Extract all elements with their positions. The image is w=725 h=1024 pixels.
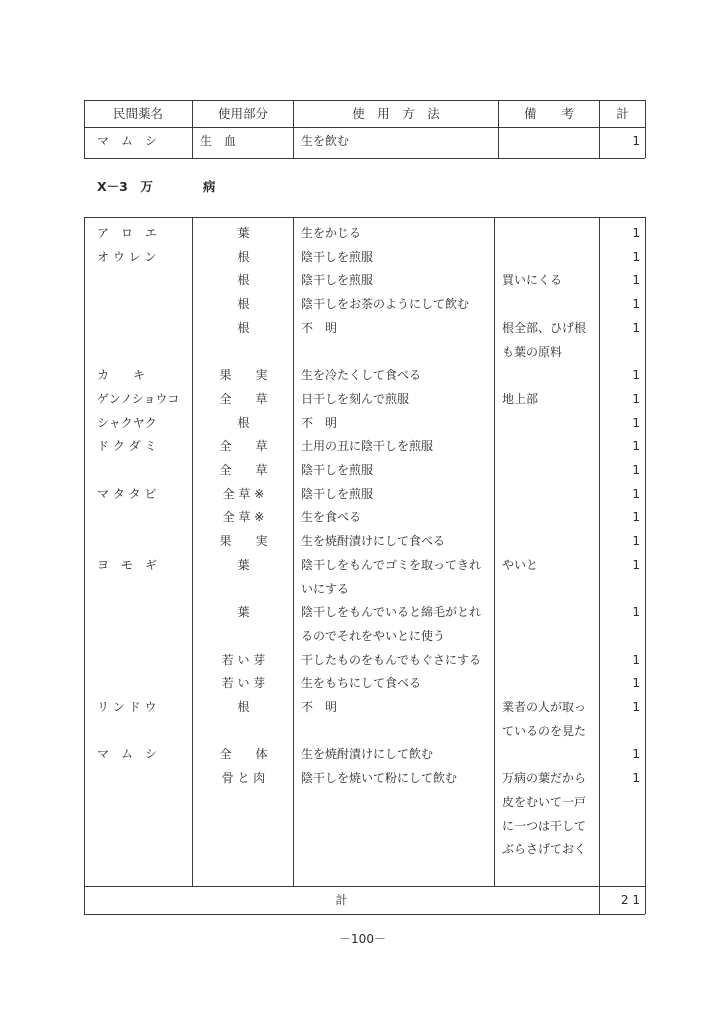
top-table-border-bottom	[84, 158, 645, 159]
main-table-col-line	[494, 217, 495, 886]
row-method: 生をかじる	[301, 226, 362, 240]
row-method: 陰干しをもんでいると綿毛がとれ	[301, 605, 482, 619]
row-method: 陰干しを焼いて粉にして飲む	[301, 771, 458, 785]
row-part: 果 実	[219, 368, 268, 382]
row-method: 生を焼酎漬けにして食べる	[301, 534, 446, 548]
row-part: 若 い 芽	[221, 653, 266, 667]
row-name: オ ウ レ ン	[97, 250, 157, 264]
row-part: 全 体	[219, 747, 268, 761]
row-method: 干したものをもんでもぐさにする	[301, 653, 482, 667]
main-table-col-line	[84, 217, 85, 914]
top-row-part: 生 血	[200, 134, 237, 148]
row-count: 1	[632, 487, 640, 501]
row-count: 1	[632, 273, 640, 287]
row-method: 不 明	[301, 700, 338, 714]
row-note: 地上部	[502, 392, 539, 406]
row-method: 土用の丑に陰干しを煎服	[301, 439, 434, 453]
top-table-col-line	[645, 100, 646, 158]
row-method: 陰干しを煎服	[301, 273, 374, 287]
row-note: ぶらさげておく	[502, 842, 587, 856]
row-part: 根	[237, 273, 250, 287]
row-name: マ タ タ ビ	[97, 487, 157, 501]
row-note: やいと	[502, 558, 539, 572]
row-count: 1	[632, 771, 640, 785]
row-count: 1	[632, 558, 640, 572]
row-method: るのでそれをやいとに使う	[301, 629, 446, 643]
row-part: 根	[237, 700, 250, 714]
header-count: 計	[616, 106, 629, 121]
row-name: ド ク ダ ミ	[97, 439, 157, 453]
row-count: 1	[632, 463, 640, 477]
main-table-total-divider	[84, 886, 645, 887]
section-title: X－3 万 病	[97, 179, 216, 194]
row-count: 1	[632, 534, 640, 548]
row-method: 陰干しを煎服	[301, 463, 374, 477]
row-part: 全 草	[219, 439, 268, 453]
row-name: ゲンノショウコ	[97, 392, 180, 406]
row-count: 1	[632, 226, 640, 240]
top-row-method: 生を飲む	[301, 134, 350, 148]
row-method: 陰干しを煎服	[301, 487, 374, 501]
row-part: 果 実	[219, 534, 268, 548]
row-count: 1	[632, 416, 640, 430]
row-note: ているのを見た	[502, 724, 587, 738]
row-name: マ ム シ	[97, 747, 158, 761]
header-part: 使用部分	[217, 106, 268, 121]
total-value: 2 1	[620, 893, 640, 907]
row-count: 1	[632, 250, 640, 264]
main-table-col-line	[645, 217, 646, 914]
main-table-border-bottom	[84, 914, 645, 915]
page-number: －100－	[339, 932, 386, 946]
header-name: 民間薬名	[112, 106, 163, 121]
row-count: 1	[632, 510, 640, 524]
row-count: 1	[632, 676, 640, 690]
row-note: 万病の葉だから	[502, 771, 587, 785]
row-note: も葉の原料	[502, 345, 563, 359]
row-method: 生をもちにして食べる	[301, 676, 422, 690]
row-part: 骨 と 肉	[221, 771, 266, 785]
row-count: 1	[632, 392, 640, 406]
main-table-col-line	[192, 217, 193, 886]
row-part: 根	[237, 250, 250, 264]
row-count: 1	[632, 700, 640, 714]
row-part: 根	[237, 321, 250, 335]
row-method: 陰干しを煎服	[301, 250, 374, 264]
row-part: 全 草	[219, 463, 268, 477]
row-part: 若 い 芽	[221, 676, 266, 690]
row-note: に一つは干して	[502, 819, 587, 833]
row-note: 買いにくる	[502, 273, 563, 287]
row-count: 1	[632, 368, 640, 382]
row-method: いにする	[301, 582, 350, 596]
row-part: 根	[237, 297, 250, 311]
row-name: ヨ モ ギ	[97, 558, 158, 572]
row-name: リ ン ド ウ	[97, 700, 157, 714]
top-table-border-top	[84, 100, 645, 101]
row-count: 1	[632, 321, 640, 335]
row-count: 1	[632, 605, 640, 619]
row-part: 根	[237, 416, 250, 430]
top-row-name: マ ム シ	[97, 134, 158, 148]
row-method: 陰干しをお茶のようにして飲む	[301, 297, 470, 311]
main-table-border-top	[84, 217, 645, 218]
row-part: 全 草 ※	[222, 510, 265, 524]
main-table-col-line	[293, 217, 294, 886]
top-table-header-divider	[84, 127, 645, 128]
row-part: 葉	[237, 558, 250, 572]
row-part: 全 草 ※	[222, 487, 265, 501]
row-count: 1	[632, 297, 640, 311]
row-part: 全 草	[219, 392, 268, 406]
row-count: 1	[632, 747, 640, 761]
row-note: 業者の人が取っ	[502, 700, 587, 714]
top-row-count: 1	[632, 134, 640, 148]
row-count: 1	[632, 653, 640, 667]
row-name: シャクヤク	[97, 416, 157, 430]
row-part: 葉	[237, 226, 250, 240]
row-method: 生を焼酎漬けにして飲む	[301, 747, 434, 761]
row-method: 不 明	[301, 321, 338, 335]
total-label: 計	[335, 893, 348, 907]
header-method: 使 用 方 法	[352, 106, 440, 121]
row-note: 根全部、ひげ根	[502, 321, 587, 335]
row-method: 生を食べる	[301, 510, 362, 524]
row-method: 陰干しをもんでゴミを取ってきれ	[301, 558, 482, 572]
row-method: 生を冷たくして食べる	[301, 368, 422, 382]
row-part: 葉	[237, 605, 250, 619]
row-method: 不 明	[301, 416, 338, 430]
row-count: 1	[632, 439, 640, 453]
header-note: 備 考	[523, 106, 574, 121]
row-method: 日干しを刻んで煎服	[301, 392, 410, 406]
row-name: カ キ	[97, 368, 146, 382]
row-name: ア ロ エ	[97, 226, 158, 240]
row-note: 皮をむいて一戸	[502, 795, 587, 809]
